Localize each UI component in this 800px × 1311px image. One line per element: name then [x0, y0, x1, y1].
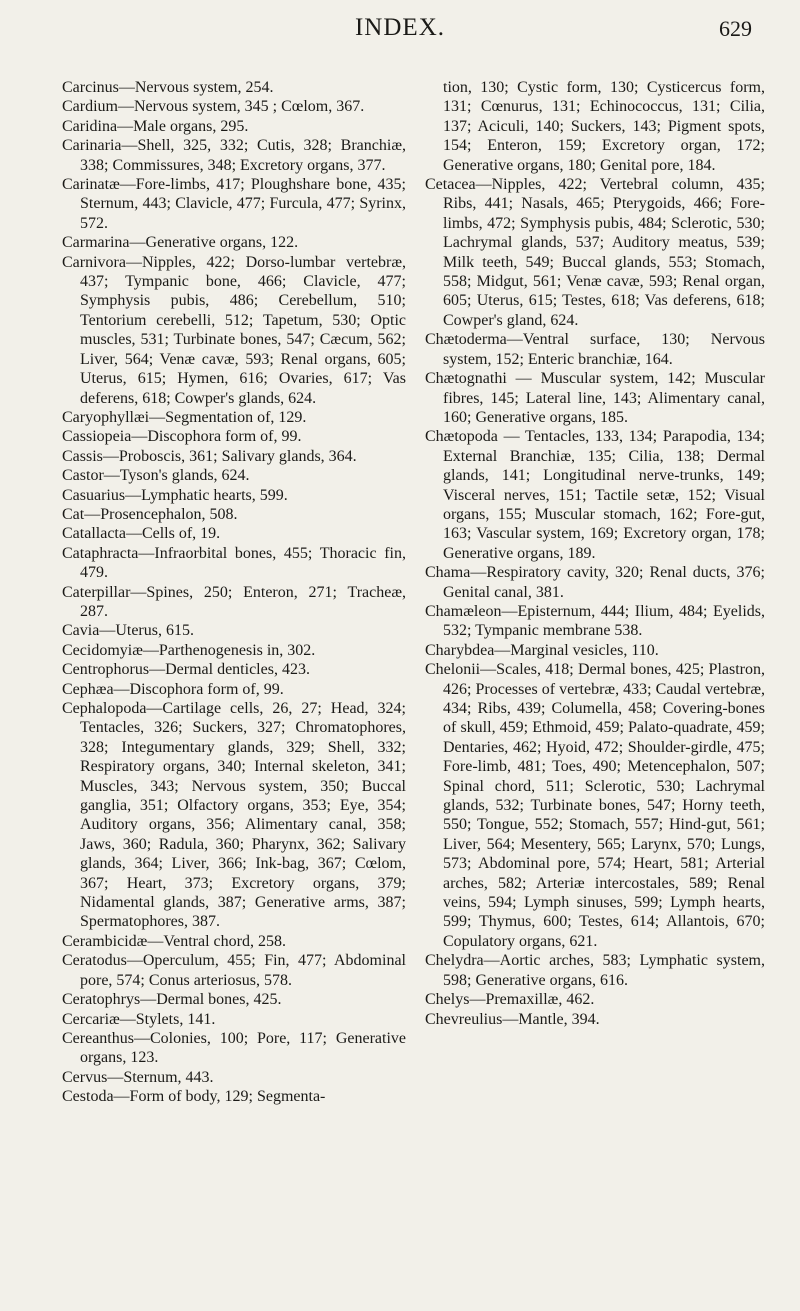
index-entry: Caryophyllæi—Segmentation of, 129.	[62, 408, 307, 426]
running-title: INDEX.	[354, 14, 445, 41]
index-entry: Cetacea—Nipples, 422; Vertebral column, 435; Ribs, 441; Nasals, 465; Pterygoids, 466; Fore-limbs, 472; Symphysis pubis, 484; Sclerotic, 530; Lachrymal glands, 537; Auditory meatus, 539; Milk teeth, 549; Buccal glands, 553; Stomach, 558; Midgut, 561; Venæ cavæ, 593; Renal organ, 605; Uterus, 615; Testes, 618; Vas deferens, 618; Cowper's gland, 624.	[425, 176, 765, 329]
index-entry: Cereanthus—Colonies, 100; Pore, 117; Generative organs, 123.	[62, 1029, 406, 1067]
index-entry: Chamæleon—Episternum, 444; Ilium, 484; Eyelids, 532; Tympanic membrane 538.	[425, 602, 765, 640]
index-entry: Cercariæ—Stylets, 141.	[62, 1010, 216, 1028]
index-entry: Chætognathi — Muscular system, 142; Muscular fibres, 145; Lateral line, 143; Alimentary canal, 160; Generative organs, 185.	[425, 370, 765, 426]
index-entry: Ceratodus—Operculum, 455; Fin, 477; Abdominal pore, 574; Conus arteriosus, 578.	[62, 952, 406, 989]
index-entry: Chelydra—Aortic arches, 583; Lymphatic system, 598; Generative organs, 616.	[425, 952, 765, 989]
index-entry: Chama—Respiratory cavity, 320; Renal ducts, 376; Genital canal, 381.	[425, 564, 765, 601]
index-entry: Ceratophrys—Dermal bones, 425.	[62, 991, 282, 1009]
index-entry: Cavia—Uterus, 615.	[62, 622, 194, 640]
index-entry: Catallacta—Cells of, 19.	[62, 525, 221, 543]
index-entry: Carinaria—Shell, 325, 332; Cutis, 328; Branchiæ, 338; Commissures, 348; Excretory organs, 377.	[62, 137, 406, 174]
index-entry: Cardium—Nervous system, 345 ; Cœlom, 367.	[62, 98, 365, 116]
index-entry: Chætoderma—Ventral surface, 130; Nervous system, 152; Enteric branchiæ, 164.	[425, 331, 765, 368]
index-entry: Cecidomyiæ—Parthenogenesis in, 302.	[62, 641, 316, 659]
index-entry: Cassiopeia—Discophora form of, 99.	[62, 428, 302, 446]
index-entry: Chætopoda — Tentacles, 133, 134; Parapodia, 134; External Branchiæ, 135; Cilia, 138; Dermal glands, 141; Longitudinal nerve-trunks, 149; Visceral nerves, 151; Tactile setæ, 152; Visual organs, 155; Muscular stomach, 162; Fore-gut, 163; Vascular system, 169; Excretory organ, 178; Generative organs, 189.	[425, 428, 765, 562]
index-entry: Carmarina—Generative organs, 122.	[62, 234, 299, 252]
index-entry: Cerambicidæ—Ventral chord, 258.	[62, 932, 286, 950]
index-entry: Chelonii—Scales, 418; Dermal bones, 425; Plastron, 426; Processes of vertebræ, 433; Caudal vertebræ, 434; Ribs, 439; Columella, 458; Covering-bones of skull, 459; Ethmoid, 459; Palato-quadrate, 459; Dentaries, 462; Hyoid, 472; Shoulder-girdle, 475; Fore-limb, 481; Toes, 490; Metencephalon, 507; Spinal chord, 511; Sclerotic, 530; Lachrymal glands, 532; Turbinate bones, 547; Horny teeth, 550; Tongue, 552; Stomach, 557; Hind-gut, 561; Liver, 564; Mesentery, 565; Larynx, 570; Lungs, 573; Abdominal pore, 574; Heart, 581; Arterial arches, 582; Arteriæ intercostales, 589; Renal veins, 594; Lymph sinuses, 599; Lymph hearts, 599; Thymus, 600; Testes, 614; Allantois, 670; Copulatory organs, 621.	[425, 661, 765, 950]
index-entry: Cassis—Proboscis, 361; Salivary glands, 364.	[62, 447, 357, 465]
index-entry: Cat—Prosencephalon, 508.	[62, 505, 238, 523]
index-column-right	[425, 78, 765, 1029]
index-entry: Casuarius—Lymphatic hearts, 599.	[62, 486, 288, 504]
running-head	[0, 14, 800, 44]
index-entry: Carinatæ—Fore-limbs, 417; Ploughshare bone, 435; Sternum, 443; Clavicle, 477; Furcula, 477; Syrinx, 572.	[62, 176, 406, 232]
index-entry: Cestoda—Form of body, 129; Segmenta-	[62, 1088, 326, 1106]
index-column-left	[62, 78, 406, 1107]
index-entry: Cervus—Sternum, 443.	[62, 1068, 214, 1086]
index-entry: Chevreulius—Mantle, 394.	[425, 1010, 600, 1028]
index-entry: tion, 130; Cystic form, 130; Cysticercus form, 131; Cœnurus, 131; Echinococcus, 131; Cilia, 137; Aciculi, 140; Suckers, 143; Pigment spots, 154; Enteron, 159; Excretory organ, 172; Generative organs, 180; Genital pore, 184.	[443, 79, 765, 174]
index-entry: Cephæa—Discophora form of, 99.	[62, 680, 284, 698]
index-entry: Carcinus—Nervous system, 254.	[62, 79, 274, 96]
page-number: 629	[719, 16, 752, 41]
index-entry: Centrophorus—Dermal denticles, 423.	[62, 661, 310, 679]
index-entry: Caterpillar—Spines, 250; Enteron, 271; Tracheæ, 287.	[62, 583, 406, 620]
index-entry: Carnivora—Nipples, 422; Dorso-lumbar vertebræ, 437; Tympanic bone, 466; Clavicle, 477; Symphysis pubis, 486; Cerebellum, 510; Tentorium cerebelli, 512; Tapetum, 530; Optic muscles, 531; Turbinate bones, 547; Cæcum, 562; Liver, 564; Venæ cavæ, 593; Renal organs, 605; Uterus, 615; Hymen, 616; Ovaries, 617; Vas deferens, 618; Cowper's glands, 624.	[62, 253, 406, 407]
index-entry: Cataphracta—Infraorbital bones, 455; Thoracic fin, 479.	[62, 544, 406, 582]
index-entry: Chelys—Premaxillæ, 462.	[425, 991, 595, 1009]
index-entry: Caridina—Male organs, 295.	[62, 117, 249, 135]
index-entry: Castor—Tyson's glands, 624.	[62, 467, 250, 485]
index-entry: Charybdea—Marginal vesicles, 110.	[425, 641, 659, 659]
index-entry: Cephalopoda—Cartilage cells, 26, 27; Head, 324; Tentacles, 326; Suckers, 327; Chromatophores, 328; Integumentary glands, 329; Shell, 332; Respiratory organs, 340; Internal skeleton, 341; Muscles, 343; Nervous system, 350; Buccal ganglia, 351; Olfactory organs, 353; Eye, 354; Auditory organs, 356; Alimentary canal, 358; Jaws, 360; Radula, 360; Pharynx, 362; Salivary glands, 364; Liver, 366; Ink-bag, 367; Cœlom, 367; Heart, 373; Excretory organs, 379; Nidamental glands, 387; Generative arms, 387; Spermatophores, 387.	[62, 700, 406, 931]
